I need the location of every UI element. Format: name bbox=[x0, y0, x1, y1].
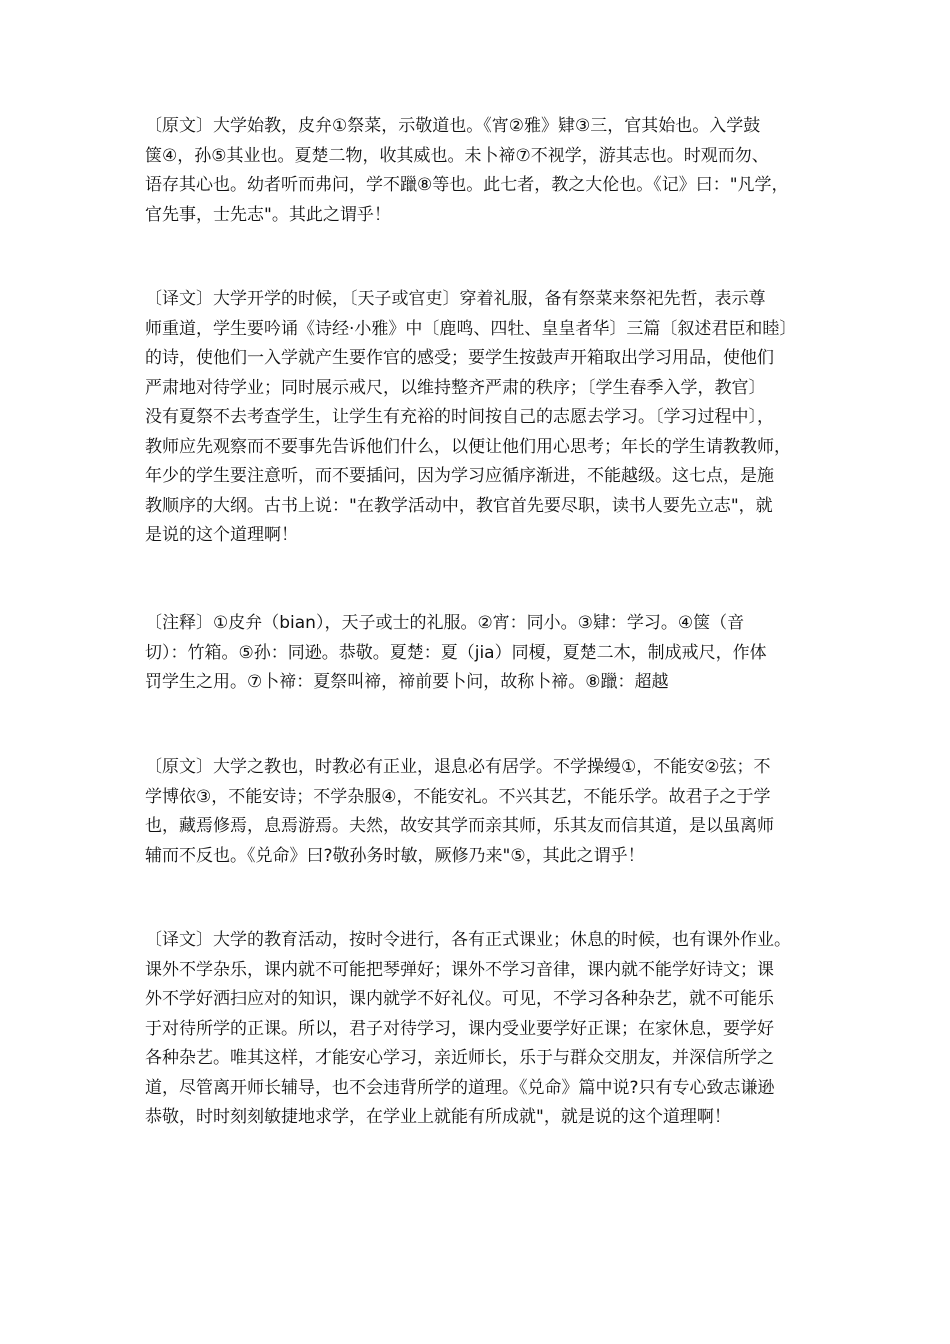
text-line: 的诗，使他们一入学就产生要作官的感受；要学生按鼓声开箱取出学习用品，使他们 bbox=[145, 348, 774, 368]
text-line: 切）：竹箱。⑤孙：同逊。恭敬。夏楚：夏（jia）同榎，夏楚二木，制成戒尺，作体 bbox=[145, 642, 767, 663]
text-line: 也，藏焉修焉，息焉游焉。夫然，故安其学而亲其师，乐其友而信其道，是以虽离师 bbox=[145, 816, 774, 836]
text-line: 语存其心也。幼者听而弗问，学不躐⑧等也。此七者，教之大伦也。《记》曰："凡学， bbox=[145, 175, 789, 195]
text-line: 于对待所学的正课。所以，君子对待学习，课内受业要学好正课；在家休息，要学好 bbox=[145, 1018, 774, 1039]
text-line: 外不学好洒扫应对的知识，课内就学不好礼仪。可见，不学习各种杂艺，就不可能乐 bbox=[145, 989, 774, 1009]
text-line: 学博依③，不能安诗；不学杂服④，不能安礼。不兴其艺，不能乐学。故君子之于学 bbox=[145, 786, 771, 807]
text-line: 〔原文〕大学始教，皮弁①祭菜，示敬道也。《宵②雅》肄③三，官其始也。入学鼓 bbox=[145, 116, 761, 136]
text-line: 师重道，学生要吟诵《诗经·小雅》中〔鹿鸣、四牡、皇皇者华〕三篇〔叙述君臣和睦〕 bbox=[145, 318, 797, 339]
paragraph-translation-2 bbox=[145, 926, 791, 1133]
text-line: 辅而不反也。《兑命》曰?敬孙务时敏，厥修乃来"⑤，其此之谓乎！ bbox=[145, 845, 645, 866]
text-line: 是说的这个道理啊！ bbox=[145, 525, 298, 545]
paragraph-original-text-2 bbox=[145, 753, 774, 871]
paragraph-annotations bbox=[145, 609, 767, 698]
paragraph-translation-1 bbox=[145, 285, 796, 551]
text-line: 没有夏祭不去考查学生，让学生有充裕的时间按自己的志愿去学习。〔学习过程中〕， bbox=[145, 407, 774, 427]
text-line: 罚学生之用。⑦卜禘：夏祭叫禘，禘前要卜问，故称卜禘。⑧躐：超越 bbox=[145, 672, 669, 692]
text-line: 道，尽管离开师长辅导，也不会违背所学的道理。《兑命》篇中说?只有专心致志谦逊 bbox=[145, 1077, 775, 1098]
text-line: 〔注释〕①皮弁（bian），天子或士的礼服。②宵：同小。③肄：学习。④箧（音 bbox=[145, 613, 745, 633]
text-line: 教师应先观察而不要事先告诉他们什么，以便让他们用心思考；年长的学生请教教师， bbox=[145, 436, 791, 457]
text-line: 〔原文〕大学之教也，时教必有正业，退息必有居学。不学操缦①，不能安②弦；不 bbox=[145, 757, 771, 777]
text-line: 〔译文〕大学开学的时候，〔天子或官吏〕穿着礼服，备有祭菜来祭祀先哲，表示尊 bbox=[145, 289, 766, 309]
text-line: 教顺序的大纲。古书上说："在教学活动中，教官首先要尽职，读书人要先立志"，就 bbox=[145, 495, 773, 516]
text-line: 年少的学生要注意听，而不要插问，因为学习应循序渐进，不能越级。这七点，是施 bbox=[145, 466, 774, 486]
text-line: 官先事，士先志"。其此之谓乎！ bbox=[145, 204, 391, 225]
text-line: 箧④，孙⑤其业也。夏楚二物，收其威也。未卜禘⑦不视学，游其志也。时观而勿、 bbox=[145, 145, 769, 166]
text-line: 各种杂艺。唯其这样，才能安心学习，亲近师长，乐于与群众交朋友，并深信所学之 bbox=[145, 1048, 774, 1068]
text-line: 恭敬，时时刻刻敏捷地求学，在学业上就能有所成就"，就是说的这个道理啊！ bbox=[145, 1107, 731, 1127]
text-line: 〔译文〕大学的教育活动，按时令进行，各有正式课业；休息的时候，也有课外作业。 bbox=[145, 930, 791, 950]
text-line: 课外不学杂乐，课内就不可能把琴弹好；课外不学习音律，课内就不能学好诗文；课 bbox=[145, 959, 774, 980]
text-line: 严肃地对待学业；同时展示戒尺，以维持整齐严肃的秩序；〔学生春季入学，教官〕 bbox=[145, 377, 766, 398]
paragraph-original-text-1 bbox=[145, 112, 789, 230]
